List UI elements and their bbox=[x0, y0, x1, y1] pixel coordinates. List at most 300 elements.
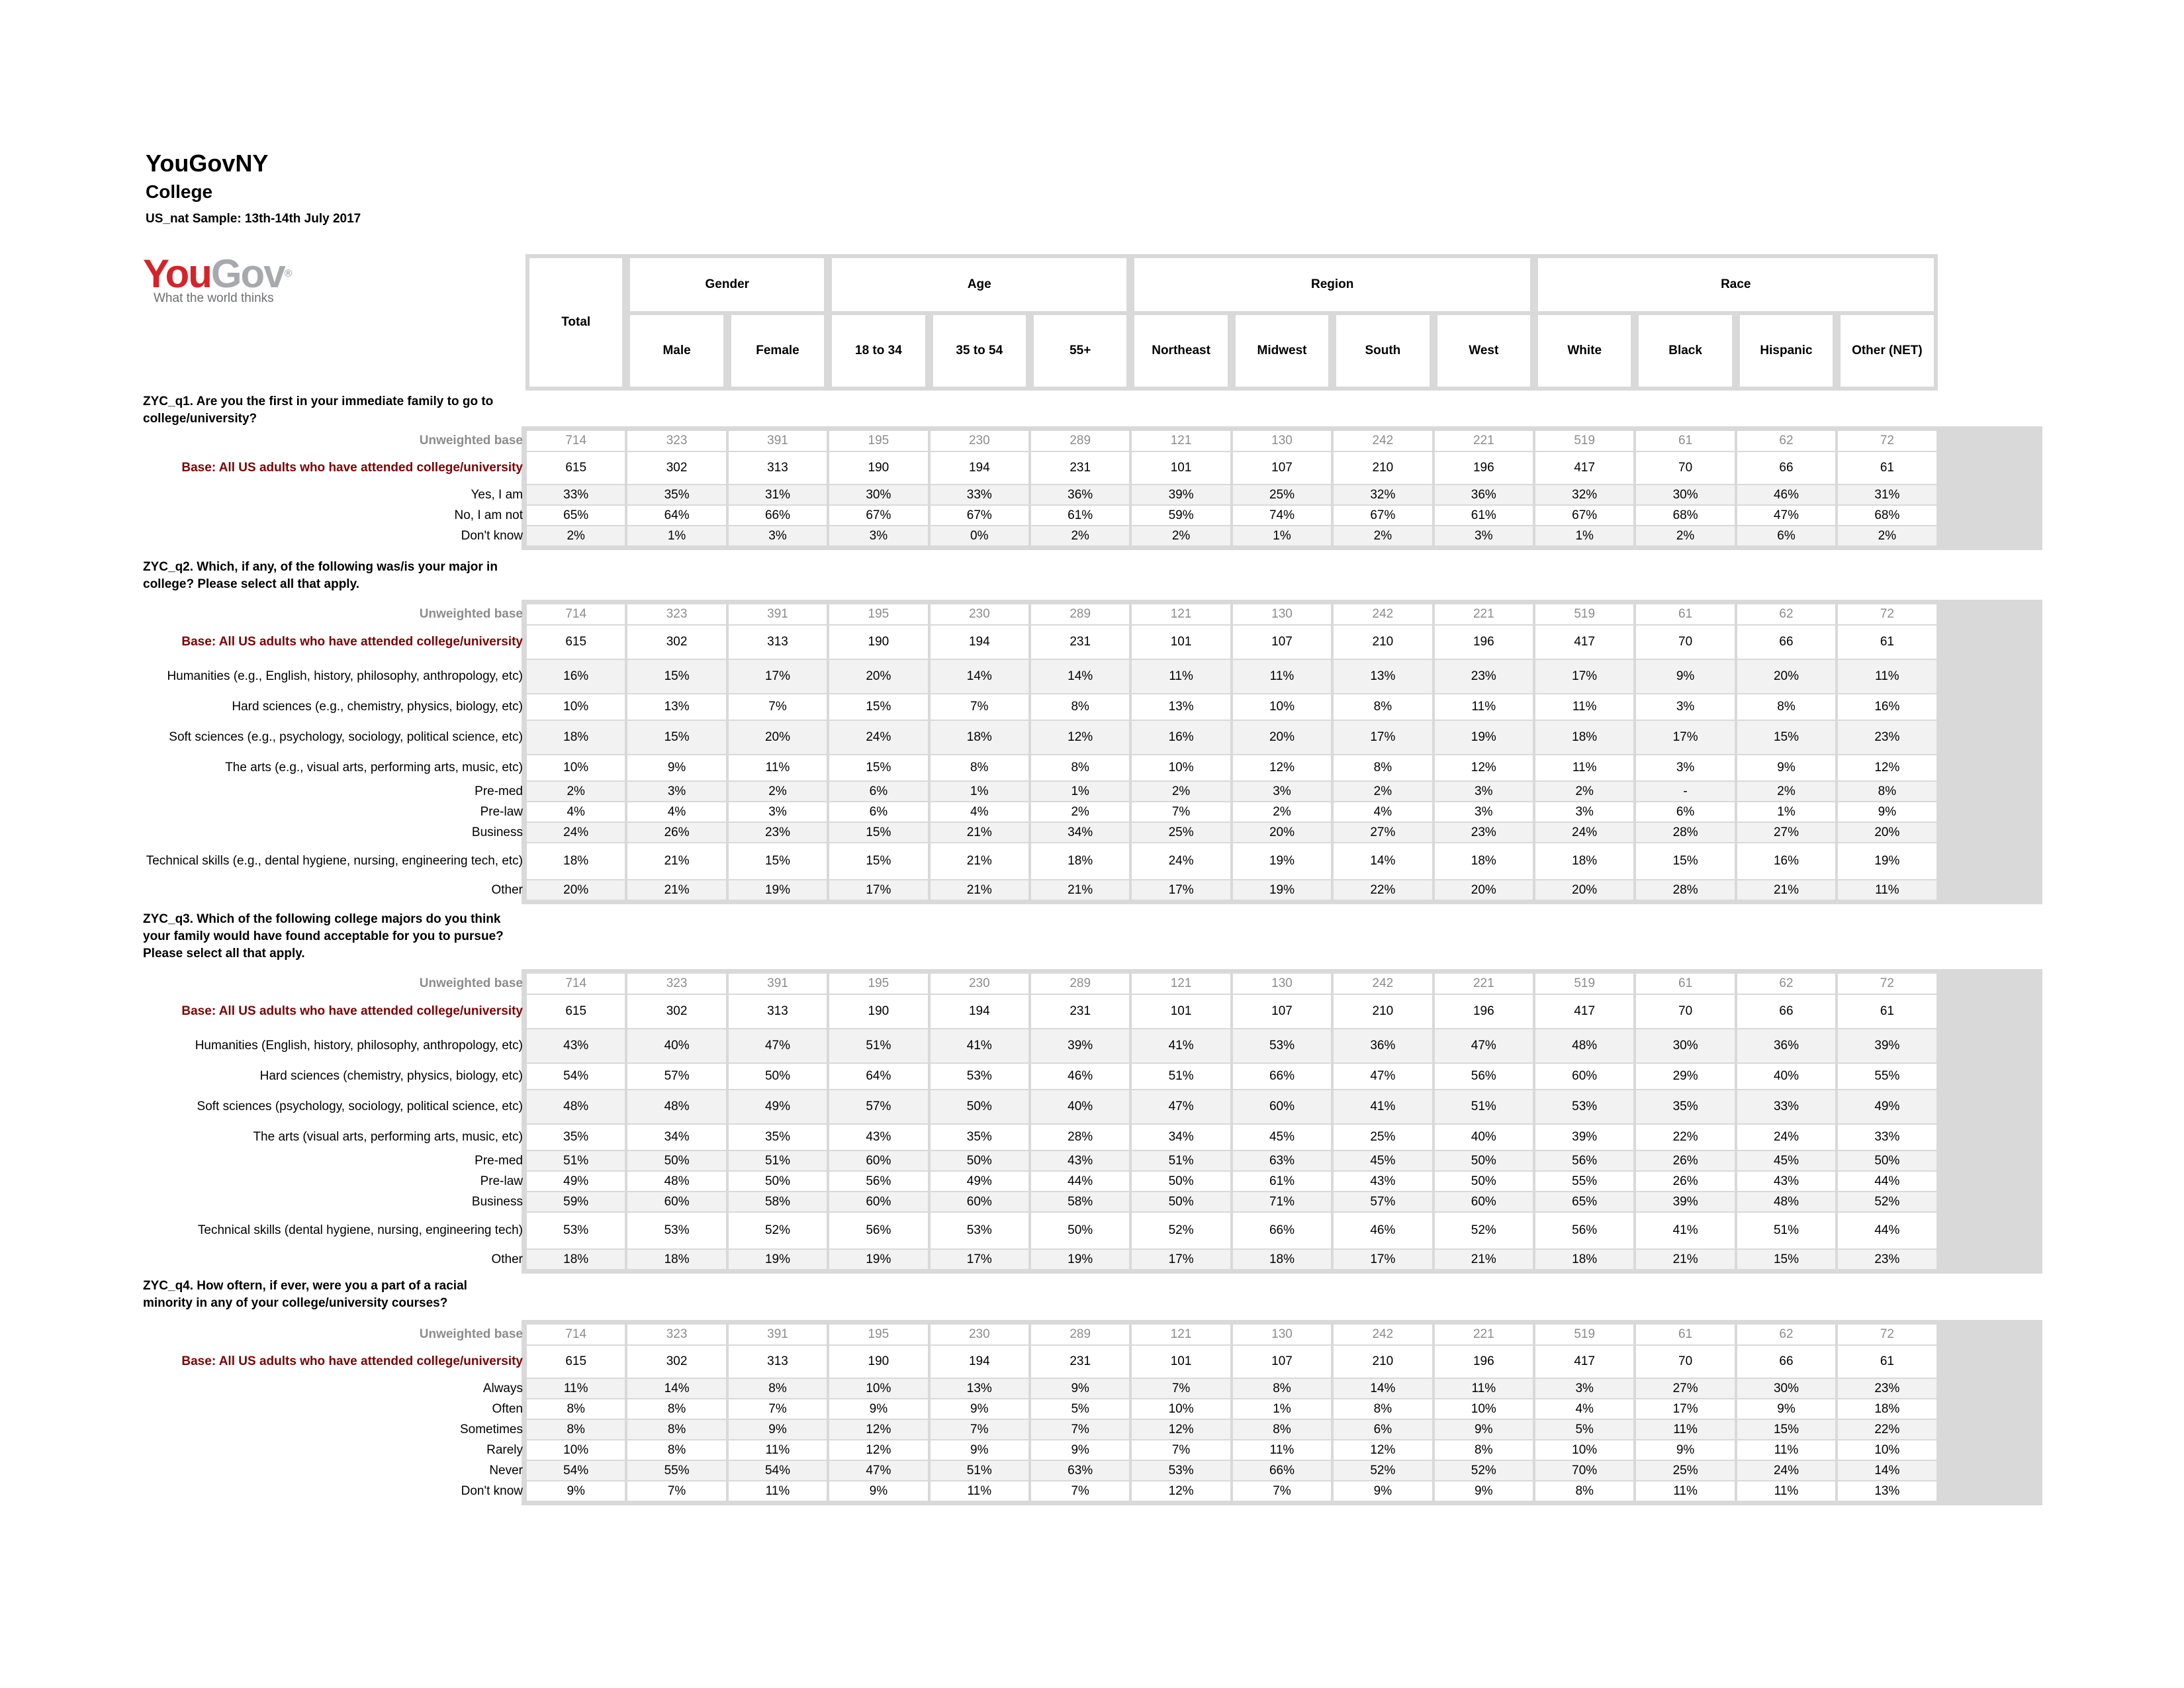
data-cell: 19% bbox=[729, 880, 827, 900]
data-cell: 391 bbox=[729, 1325, 827, 1344]
data-cell: 50% bbox=[729, 1064, 827, 1089]
data-cell: 56% bbox=[829, 1172, 927, 1191]
data-cell: 1% bbox=[1535, 526, 1633, 545]
row-label: The arts (visual arts, performing arts, music, etc) bbox=[253, 1130, 523, 1144]
data-cell: 44% bbox=[1838, 1172, 1936, 1191]
data-cell: 50% bbox=[931, 1090, 1028, 1123]
column-header: 35 to 54 bbox=[929, 311, 1030, 391]
data-cell: 51% bbox=[1737, 1213, 1835, 1248]
data-cell: 14% bbox=[1334, 843, 1432, 879]
data-cell: 7% bbox=[729, 694, 827, 720]
data-cell: 2% bbox=[527, 782, 625, 801]
data-cell: 63% bbox=[1233, 1151, 1331, 1170]
row-label: Technical skills (e.g., dental hygiene, nursing, engineering tech, etc) bbox=[146, 854, 523, 868]
data-cell: 2% bbox=[1636, 526, 1734, 545]
data-cell: 67% bbox=[1535, 506, 1633, 525]
data-cell: 48% bbox=[1737, 1192, 1835, 1211]
row-label: Rarely bbox=[486, 1442, 523, 1457]
data-cell: 61 bbox=[1636, 431, 1734, 451]
data-cell: 23% bbox=[1435, 660, 1533, 693]
data-cell: 25% bbox=[1132, 823, 1230, 842]
data-cell: 15% bbox=[829, 823, 927, 842]
data-cell: 33% bbox=[931, 485, 1028, 504]
data-cell: 519 bbox=[1535, 974, 1633, 994]
data-cell: 20% bbox=[1535, 880, 1633, 900]
data-cell: 11% bbox=[1838, 880, 1936, 900]
row-label: Soft sciences (e.g., psychology, sociology, political science, etc) bbox=[169, 730, 523, 744]
data-cell: 242 bbox=[1334, 974, 1432, 994]
data-cell: 10% bbox=[527, 1440, 625, 1460]
data-cell: 40% bbox=[1737, 1064, 1835, 1089]
data-cell: 52% bbox=[1435, 1213, 1533, 1248]
data-cell: 19% bbox=[729, 1250, 827, 1269]
data-cell: 36% bbox=[1435, 485, 1533, 504]
row-label: The arts (e.g., visual arts, performing arts, music, etc) bbox=[225, 761, 523, 774]
data-cell: 53% bbox=[1132, 1461, 1230, 1480]
data-cell: 3% bbox=[829, 526, 927, 545]
data-cell: 21% bbox=[1636, 1250, 1734, 1269]
data-cell: 33% bbox=[1737, 1090, 1835, 1123]
data-cell: 61 bbox=[1838, 452, 1936, 484]
data-cell: 66% bbox=[1233, 1213, 1331, 1248]
data-cell: 7% bbox=[1132, 802, 1230, 821]
data-cell: 54% bbox=[527, 1461, 625, 1480]
data-cell: 16% bbox=[1838, 694, 1936, 720]
data-cell: 323 bbox=[627, 974, 725, 994]
data-cell: 43% bbox=[1031, 1151, 1129, 1170]
data-cell: 130 bbox=[1233, 431, 1331, 451]
data-cell: 8% bbox=[627, 1420, 725, 1439]
data-cell: 8% bbox=[1435, 1440, 1533, 1460]
column-group-header: Race bbox=[1534, 254, 1938, 315]
data-cell: 60% bbox=[627, 1192, 725, 1211]
data-cell: 36% bbox=[1334, 1029, 1432, 1062]
column-header: Male bbox=[626, 311, 727, 391]
data-cell: 39% bbox=[1838, 1029, 1936, 1062]
data-cell: 17% bbox=[1535, 660, 1633, 693]
data-cell: 62 bbox=[1737, 1325, 1835, 1344]
data-cell: 107 bbox=[1233, 995, 1331, 1028]
data-cell: 7% bbox=[931, 1420, 1028, 1439]
data-cell: 22% bbox=[1636, 1125, 1734, 1150]
data-cell: 43% bbox=[829, 1125, 927, 1150]
data-cell: 47% bbox=[1334, 1064, 1432, 1089]
row-label: Humanities (e.g., English, history, philosophy, anthropology, etc) bbox=[167, 669, 523, 683]
sample-info: US_nat Sample: 13th-14th July 2017 bbox=[146, 212, 361, 226]
data-cell: 25% bbox=[1233, 485, 1331, 504]
data-cell: 11% bbox=[1233, 1440, 1331, 1460]
data-cell: 60% bbox=[829, 1192, 927, 1211]
data-cell: 14% bbox=[1031, 660, 1129, 693]
data-cell: 51% bbox=[931, 1461, 1028, 1480]
data-cell: 17% bbox=[1334, 721, 1432, 754]
data-cell: 61% bbox=[1233, 1172, 1331, 1191]
data-cell: 9% bbox=[527, 1481, 625, 1501]
data-cell: 4% bbox=[1535, 1399, 1633, 1419]
data-cell: 12% bbox=[1132, 1481, 1230, 1501]
question-title: ZYC_q3. Which of the following college majors do you think your family would have found acceptable for you to pursue? Please select all that apply. bbox=[143, 912, 504, 961]
data-cell: 8% bbox=[1535, 1481, 1633, 1501]
data-cell: 18% bbox=[1535, 721, 1633, 754]
data-cell: 53% bbox=[527, 1213, 625, 1248]
data-cell: 10% bbox=[1838, 1440, 1936, 1460]
logo-tagline: What the world thinks bbox=[154, 291, 274, 305]
data-cell: 13% bbox=[1334, 660, 1432, 693]
row-label: Technical skills (dental hygiene, nursing, engineering tech) bbox=[197, 1223, 523, 1237]
data-cell: 61 bbox=[1636, 974, 1734, 994]
data-cell: 31% bbox=[1838, 485, 1936, 504]
unweighted-base-label: Unweighted base bbox=[419, 607, 523, 621]
data-cell: 66% bbox=[1233, 1064, 1331, 1089]
data-cell: 66% bbox=[1233, 1461, 1331, 1480]
data-cell: 61 bbox=[1838, 1346, 1936, 1378]
data-cell: 195 bbox=[829, 604, 927, 624]
data-cell: 194 bbox=[931, 452, 1028, 484]
data-cell: 231 bbox=[1031, 995, 1129, 1028]
data-cell: 18% bbox=[627, 1250, 725, 1269]
data-cell: 2% bbox=[527, 526, 625, 545]
data-cell: 519 bbox=[1535, 1325, 1633, 1344]
data-cell: 56% bbox=[1535, 1213, 1633, 1248]
data-cell: 11% bbox=[729, 1440, 827, 1460]
data-cell: 15% bbox=[1636, 843, 1734, 879]
data-cell: 302 bbox=[627, 452, 725, 484]
data-cell: 313 bbox=[729, 626, 827, 659]
data-cell: 19% bbox=[1031, 1250, 1129, 1269]
data-cell: 11% bbox=[1737, 1440, 1835, 1460]
data-cell: 7% bbox=[1031, 1481, 1129, 1501]
data-cell: 64% bbox=[627, 506, 725, 525]
data-cell: 19% bbox=[1233, 880, 1331, 900]
data-cell: 18% bbox=[1535, 843, 1633, 879]
data-cell: 313 bbox=[729, 995, 827, 1028]
data-cell: 11% bbox=[1636, 1481, 1734, 1501]
data-cell: 17% bbox=[931, 1250, 1028, 1269]
data-cell: 230 bbox=[931, 431, 1028, 451]
data-cell: 9% bbox=[1031, 1379, 1129, 1398]
data-cell: 23% bbox=[1838, 721, 1936, 754]
data-cell: 12% bbox=[829, 1440, 927, 1460]
data-cell: 15% bbox=[627, 721, 725, 754]
data-cell: 52% bbox=[1435, 1461, 1533, 1480]
data-cell: 1% bbox=[1031, 782, 1129, 801]
data-cell: 230 bbox=[931, 974, 1028, 994]
data-cell: 26% bbox=[627, 823, 725, 842]
data-cell: 3% bbox=[627, 782, 725, 801]
unweighted-base-label: Unweighted base bbox=[419, 976, 523, 990]
data-cell: 8% bbox=[1334, 755, 1432, 780]
data-cell: 21% bbox=[1435, 1250, 1533, 1269]
data-cell: 18% bbox=[931, 721, 1028, 754]
data-cell: 66 bbox=[1737, 626, 1835, 659]
data-cell: 12% bbox=[1233, 755, 1331, 780]
data-cell: - bbox=[1636, 782, 1734, 801]
data-cell: 27% bbox=[1334, 823, 1432, 842]
data-cell: 19% bbox=[1435, 721, 1533, 754]
data-cell: 11% bbox=[1233, 660, 1331, 693]
data-cell: 35% bbox=[527, 1125, 625, 1150]
data-cell: 3% bbox=[729, 802, 827, 821]
data-cell: 313 bbox=[729, 452, 827, 484]
data-cell: 19% bbox=[1233, 843, 1331, 879]
data-cell: 47% bbox=[829, 1461, 927, 1480]
data-cell: 13% bbox=[627, 694, 725, 720]
data-cell: 195 bbox=[829, 1325, 927, 1344]
data-cell: 43% bbox=[527, 1029, 625, 1062]
data-cell: 5% bbox=[1535, 1420, 1633, 1439]
data-cell: 52% bbox=[1132, 1213, 1230, 1248]
data-cell: 221 bbox=[1435, 1325, 1533, 1344]
data-cell: 68% bbox=[1838, 506, 1936, 525]
row-label: Business bbox=[471, 825, 523, 839]
data-cell: 50% bbox=[729, 1172, 827, 1191]
data-cell: 68% bbox=[1636, 506, 1734, 525]
data-cell: 18% bbox=[1031, 843, 1129, 879]
data-cell: 8% bbox=[527, 1420, 625, 1439]
column-header-total: Total bbox=[525, 254, 626, 391]
data-cell: 210 bbox=[1334, 1346, 1432, 1378]
data-cell: 302 bbox=[627, 1346, 725, 1378]
data-cell: 121 bbox=[1132, 1325, 1230, 1344]
data-cell: 195 bbox=[829, 974, 927, 994]
data-cell: 62 bbox=[1737, 974, 1835, 994]
data-cell: 72 bbox=[1838, 1325, 1936, 1344]
column-header: Black bbox=[1635, 311, 1735, 391]
row-label: Pre-law bbox=[480, 804, 523, 819]
data-cell: 210 bbox=[1334, 452, 1432, 484]
data-cell: 9% bbox=[931, 1399, 1028, 1419]
data-cell: 289 bbox=[1031, 604, 1129, 624]
data-cell: 21% bbox=[931, 880, 1028, 900]
data-cell: 323 bbox=[627, 604, 725, 624]
data-cell: 20% bbox=[1233, 721, 1331, 754]
data-cell: 101 bbox=[1132, 995, 1230, 1028]
column-header: Midwest bbox=[1232, 311, 1332, 391]
data-cell: 2% bbox=[1031, 802, 1129, 821]
logo-you: You bbox=[143, 252, 211, 296]
data-cell: 61% bbox=[1031, 506, 1129, 525]
base-label: Base: All US adults who have attended college/university bbox=[181, 635, 523, 649]
data-cell: 10% bbox=[1132, 1399, 1230, 1419]
column-header: West bbox=[1433, 311, 1534, 391]
data-cell: 417 bbox=[1535, 452, 1633, 484]
data-cell: 43% bbox=[1334, 1172, 1432, 1191]
data-cell: 121 bbox=[1132, 974, 1230, 994]
data-cell: 1% bbox=[931, 782, 1028, 801]
data-cell: 1% bbox=[1737, 802, 1835, 821]
data-cell: 190 bbox=[829, 452, 927, 484]
data-cell: 0% bbox=[931, 526, 1028, 545]
data-cell: 11% bbox=[1636, 1420, 1734, 1439]
row-label: Always bbox=[482, 1381, 523, 1395]
data-cell: 11% bbox=[1132, 660, 1230, 693]
data-cell: 18% bbox=[1233, 1250, 1331, 1269]
data-cell: 60% bbox=[829, 1151, 927, 1170]
data-cell: 41% bbox=[1334, 1090, 1432, 1123]
data-cell: 10% bbox=[1132, 755, 1230, 780]
data-cell: 6% bbox=[1636, 802, 1734, 821]
data-cell: 45% bbox=[1334, 1151, 1432, 1170]
data-cell: 51% bbox=[527, 1151, 625, 1170]
data-cell: 17% bbox=[729, 660, 827, 693]
data-cell: 47% bbox=[1132, 1090, 1230, 1123]
question-title: ZYC_q1. Are you the first in your immediate family to go to college/university? bbox=[143, 395, 494, 426]
data-cell: 10% bbox=[1233, 694, 1331, 720]
row-label: Pre-law bbox=[480, 1174, 523, 1188]
data-cell: 194 bbox=[931, 626, 1028, 659]
data-cell: 20% bbox=[527, 880, 625, 900]
data-cell: 107 bbox=[1233, 1346, 1331, 1378]
data-cell: 519 bbox=[1535, 604, 1633, 624]
data-cell: 7% bbox=[1031, 1420, 1129, 1439]
data-cell: 36% bbox=[1737, 1029, 1835, 1062]
data-cell: 391 bbox=[729, 431, 827, 451]
row-label: Hard sciences (chemistry, physics, biology, etc) bbox=[259, 1069, 523, 1083]
data-cell: 48% bbox=[627, 1090, 725, 1123]
data-cell: 11% bbox=[1535, 694, 1633, 720]
data-cell: 17% bbox=[1636, 721, 1734, 754]
data-cell: 52% bbox=[1334, 1461, 1432, 1480]
data-cell: 74% bbox=[1233, 506, 1331, 525]
data-cell: 46% bbox=[1737, 485, 1835, 504]
data-cell: 46% bbox=[1334, 1213, 1432, 1248]
data-cell: 45% bbox=[1233, 1125, 1331, 1150]
data-cell: 14% bbox=[1838, 1461, 1936, 1480]
data-cell: 34% bbox=[627, 1125, 725, 1150]
data-cell: 16% bbox=[527, 660, 625, 693]
data-cell: 8% bbox=[627, 1440, 725, 1460]
data-cell: 2% bbox=[1031, 526, 1129, 545]
data-cell: 60% bbox=[1435, 1192, 1533, 1211]
data-cell: 49% bbox=[729, 1090, 827, 1123]
data-cell: 72 bbox=[1838, 431, 1936, 451]
data-cell: 3% bbox=[1636, 755, 1734, 780]
data-cell: 24% bbox=[527, 823, 625, 842]
data-cell: 221 bbox=[1435, 974, 1533, 994]
data-cell: 48% bbox=[627, 1172, 725, 1191]
data-cell: 196 bbox=[1435, 1346, 1533, 1378]
data-cell: 47% bbox=[1737, 506, 1835, 525]
data-cell: 50% bbox=[1132, 1192, 1230, 1211]
data-cell: 61% bbox=[1435, 506, 1533, 525]
base-label: Base: All US adults who have attended college/university bbox=[181, 461, 523, 475]
data-cell: 32% bbox=[1334, 485, 1432, 504]
data-cell: 49% bbox=[931, 1172, 1028, 1191]
data-cell: 14% bbox=[931, 660, 1028, 693]
logo-registered-mark: ® bbox=[284, 268, 291, 279]
data-cell: 61 bbox=[1636, 604, 1734, 624]
data-cell: 130 bbox=[1233, 974, 1331, 994]
data-cell: 3% bbox=[1435, 802, 1533, 821]
data-cell: 8% bbox=[729, 1379, 827, 1398]
data-cell: 47% bbox=[1435, 1029, 1533, 1062]
data-cell: 23% bbox=[1435, 823, 1533, 842]
data-cell: 67% bbox=[931, 506, 1028, 525]
data-cell: 59% bbox=[1132, 506, 1230, 525]
data-cell: 66 bbox=[1737, 995, 1835, 1028]
data-cell: 190 bbox=[829, 1346, 927, 1378]
data-cell: 40% bbox=[1031, 1090, 1129, 1123]
data-cell: 8% bbox=[1031, 755, 1129, 780]
data-cell: 51% bbox=[829, 1029, 927, 1062]
data-cell: 11% bbox=[931, 1481, 1028, 1501]
data-cell: 196 bbox=[1435, 995, 1533, 1028]
data-cell: 8% bbox=[1233, 1420, 1331, 1439]
data-cell: 15% bbox=[627, 660, 725, 693]
data-cell: 20% bbox=[1838, 823, 1936, 842]
row-label: Hard sciences (e.g., chemistry, physics, biology, etc) bbox=[232, 700, 523, 714]
data-cell: 20% bbox=[729, 721, 827, 754]
data-cell: 615 bbox=[527, 995, 625, 1028]
data-cell: 21% bbox=[627, 880, 725, 900]
data-cell: 19% bbox=[1838, 843, 1936, 879]
data-cell: 53% bbox=[627, 1213, 725, 1248]
data-cell: 26% bbox=[1636, 1151, 1734, 1170]
question-title: ZYC_q2. Which, if any, of the following was/is your major in college? Please select all that apply. bbox=[143, 560, 498, 591]
data-cell: 9% bbox=[1435, 1481, 1533, 1501]
data-cell: 11% bbox=[1435, 1379, 1533, 1398]
data-cell: 17% bbox=[1132, 1250, 1230, 1269]
data-cell: 2% bbox=[1132, 526, 1230, 545]
data-cell: 10% bbox=[527, 755, 625, 780]
base-label: Base: All US adults who have attended college/university bbox=[181, 1004, 523, 1018]
data-cell: 221 bbox=[1435, 431, 1533, 451]
data-cell: 107 bbox=[1233, 452, 1331, 484]
data-cell: 24% bbox=[1535, 823, 1633, 842]
data-cell: 714 bbox=[527, 974, 625, 994]
data-cell: 66 bbox=[1737, 1346, 1835, 1378]
data-cell: 714 bbox=[527, 431, 625, 451]
data-cell: 7% bbox=[627, 1481, 725, 1501]
data-cell: 21% bbox=[1031, 880, 1129, 900]
data-cell: 51% bbox=[729, 1151, 827, 1170]
unweighted-base-label: Unweighted base bbox=[419, 1327, 523, 1341]
column-header: Female bbox=[727, 311, 828, 391]
data-cell: 51% bbox=[1132, 1064, 1230, 1089]
data-cell: 60% bbox=[1535, 1064, 1633, 1089]
unweighted-base-label: Unweighted base bbox=[419, 434, 523, 447]
logo-gov: Gov bbox=[210, 252, 285, 296]
data-cell: 21% bbox=[627, 843, 725, 879]
data-cell: 195 bbox=[829, 431, 927, 451]
column-header: Hispanic bbox=[1736, 311, 1837, 391]
row-label: Humanities (English, history, philosophy, anthropology, etc) bbox=[195, 1039, 523, 1053]
data-cell: 52% bbox=[729, 1213, 827, 1248]
data-cell: 24% bbox=[829, 721, 927, 754]
data-cell: 12% bbox=[1334, 1440, 1432, 1460]
data-cell: 18% bbox=[527, 721, 625, 754]
data-cell: 56% bbox=[829, 1213, 927, 1248]
row-label: Other bbox=[491, 882, 523, 897]
data-cell: 49% bbox=[1838, 1090, 1936, 1123]
data-cell: 52% bbox=[1838, 1192, 1936, 1211]
data-cell: 48% bbox=[1535, 1029, 1633, 1062]
data-cell: 17% bbox=[1334, 1250, 1432, 1269]
data-cell: 12% bbox=[1838, 755, 1936, 780]
data-cell: 9% bbox=[1435, 1420, 1533, 1439]
data-cell: 194 bbox=[931, 1346, 1028, 1378]
data-cell: 2% bbox=[1233, 802, 1331, 821]
data-cell: 70% bbox=[1535, 1461, 1633, 1480]
data-cell: 43% bbox=[1737, 1172, 1835, 1191]
data-cell: 21% bbox=[931, 843, 1028, 879]
data-cell: 15% bbox=[829, 694, 927, 720]
data-cell: 41% bbox=[1132, 1029, 1230, 1062]
data-cell: 8% bbox=[527, 1399, 625, 1419]
data-cell: 53% bbox=[931, 1064, 1028, 1089]
data-cell: 27% bbox=[1636, 1379, 1734, 1398]
data-cell: 242 bbox=[1334, 431, 1432, 451]
